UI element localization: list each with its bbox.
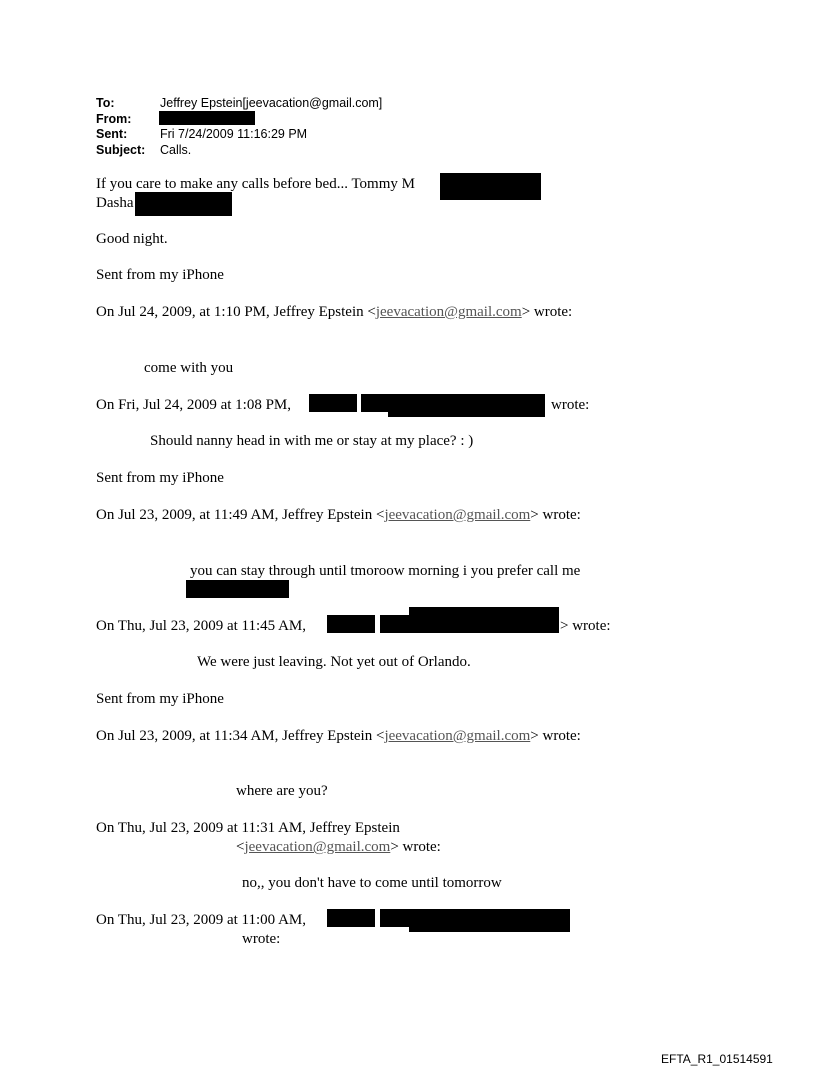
- redaction-name-7b: [380, 909, 412, 927]
- quote-header-1: On Jul 24, 2009, at 1:10 PM, Jeffrey Epstein <jeevacation@gmail.com> wrote:: [96, 304, 573, 320]
- redaction-phone-2: [135, 192, 232, 216]
- quote-text-6: no,, you don't have to come until tomorrow: [242, 875, 502, 891]
- redaction-name-2a: [309, 394, 357, 412]
- from-label: From:: [96, 112, 132, 126]
- quote-header-2-wrote: wrote:: [551, 397, 590, 413]
- email-header: [0, 0, 816, 160]
- email-link[interactable]: jeevacation@gmail.com: [244, 839, 391, 855]
- email-link[interactable]: jeevacation@gmail.com: [375, 304, 522, 320]
- redaction-name-7a: [327, 909, 375, 927]
- sent-value: Fri 7/24/2009 11:16:29 PM: [160, 127, 308, 141]
- redaction-email-2: [388, 394, 545, 417]
- redaction-name-2b: [361, 394, 391, 412]
- redaction-email-7: [409, 909, 570, 932]
- sent-label: Sent:: [96, 127, 128, 141]
- quote-text-2: Should nanny head in with me or stay at my place? : ): [150, 433, 474, 449]
- quote-header-3: On Jul 23, 2009, at 11:49 AM, Jeffrey Epstein <jeevacation@gmail.com> wrote:: [96, 507, 581, 523]
- quote-header-7: On Thu, Jul 23, 2009 at 11:00 AM,: [96, 912, 307, 928]
- redaction-phone-3: [186, 580, 289, 598]
- quote-header-5: On Jul 23, 2009, at 11:34 AM, Jeffrey Epstein <jeevacation@gmail.com> wrote:: [96, 728, 581, 744]
- redaction-from: [159, 111, 255, 125]
- quote-header-2: On Fri, Jul 24, 2009 at 1:08 PM,: [96, 397, 292, 413]
- quote-header-7-wrote: wrote:: [242, 931, 281, 947]
- good-night: Good night.: [96, 231, 168, 247]
- sent-from-iphone-2: Sent from my iPhone: [96, 470, 224, 486]
- to-label: To:: [96, 96, 115, 110]
- quote-header-4: On Thu, Jul 23, 2009 at 11:45 AM,: [96, 618, 307, 634]
- quote-text-4: We were just leaving. Not yet out of Orlando.: [197, 654, 471, 670]
- subject-value: Calls.: [160, 143, 192, 157]
- redaction-email-4: [409, 607, 559, 633]
- body-line-dasha: Dasha: [96, 195, 134, 211]
- redaction-name-4a: [327, 615, 375, 633]
- quote-text-5: where are you?: [236, 783, 328, 799]
- redaction-phone-1: [440, 173, 541, 200]
- quote-header-4-wrote: > wrote:: [560, 618, 611, 634]
- quote-text-1: come with you: [144, 360, 234, 376]
- subject-label: Subject:: [96, 143, 146, 157]
- to-value: Jeffrey Epstein[jeevacation@gmail.com]: [160, 96, 383, 110]
- bates-number: EFTA_R1_01514591: [661, 1052, 773, 1066]
- email-link[interactable]: jeevacation@gmail.com: [384, 507, 531, 523]
- sent-from-iphone-3: Sent from my iPhone: [96, 691, 224, 707]
- redaction-name-4b: [380, 615, 412, 633]
- sent-from-iphone-1: Sent from my iPhone: [96, 267, 224, 283]
- quote-header-6: On Thu, Jul 23, 2009 at 11:31 AM, Jeffrey Epstein: [96, 820, 400, 836]
- email-link[interactable]: jeevacation@gmail.com: [384, 728, 531, 744]
- body-line-calls: If you care to make any calls before bed... Tommy M: [96, 176, 415, 192]
- quote-text-3: you can stay through until tmoroow morning i you prefer call me: [190, 563, 581, 579]
- quote-header-6-email: <jeevacation@gmail.com> wrote:: [236, 839, 441, 855]
